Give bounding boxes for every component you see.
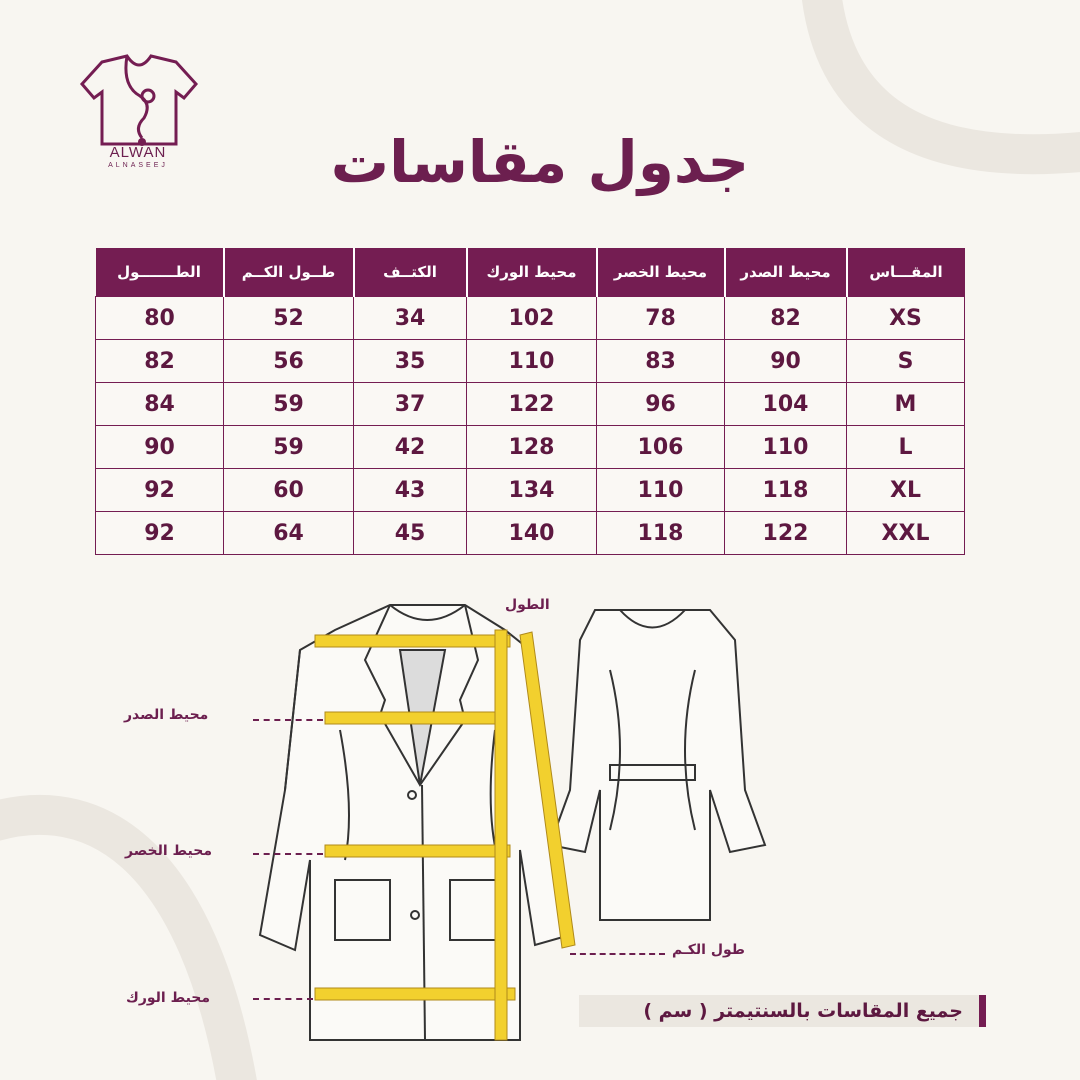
table-cell: 60 bbox=[224, 469, 354, 512]
header-length: الطـــــــول bbox=[96, 248, 224, 297]
table-cell: 92 bbox=[96, 512, 224, 555]
table-cell: 34 bbox=[354, 297, 467, 340]
table-cell: 122 bbox=[467, 383, 597, 426]
table-cell: 110 bbox=[467, 340, 597, 383]
table-header-row bbox=[96, 248, 965, 297]
table-cell: 118 bbox=[725, 469, 847, 512]
table-cell: 83 bbox=[597, 340, 725, 383]
coat-illustration bbox=[240, 590, 780, 1050]
table-cell: 80 bbox=[96, 297, 224, 340]
table-cell: 59 bbox=[224, 426, 354, 469]
table-cell: 92 bbox=[96, 469, 224, 512]
coat-front bbox=[260, 605, 570, 1040]
table-cell: 106 bbox=[597, 426, 725, 469]
table-cell: 110 bbox=[597, 469, 725, 512]
table-cell: XS bbox=[847, 297, 965, 340]
table-row bbox=[96, 512, 965, 555]
header-shoulder: الكتــف bbox=[354, 248, 467, 297]
table-cell: 59 bbox=[224, 383, 354, 426]
header-sleeve: طــول الكــم bbox=[224, 248, 354, 297]
header-size: المقـــاس bbox=[847, 248, 965, 297]
label-sleeve: طول الكـم bbox=[672, 942, 745, 958]
label-length: الطول bbox=[505, 597, 550, 613]
table-row bbox=[96, 340, 965, 383]
table-row bbox=[96, 469, 965, 512]
table-cell: 122 bbox=[725, 512, 847, 555]
table-cell: 42 bbox=[354, 426, 467, 469]
table-row bbox=[96, 383, 965, 426]
table-cell: 78 bbox=[597, 297, 725, 340]
dash-sleeve bbox=[570, 953, 665, 955]
dash-hip bbox=[253, 998, 313, 1000]
table-cell: 82 bbox=[96, 340, 224, 383]
measurement-note: جميع المقاسات بالسنتيمتر ( سم ) bbox=[643, 1000, 963, 1022]
table-cell: 82 bbox=[725, 297, 847, 340]
table-cell: 102 bbox=[467, 297, 597, 340]
coat-back bbox=[550, 610, 765, 920]
label-chest: محيط الصدر bbox=[124, 707, 209, 723]
table-row bbox=[96, 297, 965, 340]
table-cell: 45 bbox=[354, 512, 467, 555]
table-cell: 140 bbox=[467, 512, 597, 555]
brand-tagline: ALNASEEJ bbox=[108, 162, 168, 169]
table-cell: 118 bbox=[597, 512, 725, 555]
table-cell: 128 bbox=[467, 426, 597, 469]
table-cell: M bbox=[847, 383, 965, 426]
label-waist: محيط الخصر bbox=[125, 843, 212, 859]
table-cell: 35 bbox=[354, 340, 467, 383]
table-row bbox=[96, 426, 965, 469]
table-cell: XXL bbox=[847, 512, 965, 555]
table-cell: S bbox=[847, 340, 965, 383]
table-cell: 134 bbox=[467, 469, 597, 512]
brand-name: ALWAN bbox=[109, 144, 167, 161]
table-cell: 104 bbox=[725, 383, 847, 426]
table-cell: 52 bbox=[224, 297, 354, 340]
table-cell: 84 bbox=[96, 383, 224, 426]
table-cell: 37 bbox=[354, 383, 467, 426]
table-cell: 90 bbox=[725, 340, 847, 383]
table-cell: 96 bbox=[597, 383, 725, 426]
table-cell: XL bbox=[847, 469, 965, 512]
header-hip: محيط الورك bbox=[467, 248, 597, 297]
table-cell: 64 bbox=[224, 512, 354, 555]
table-cell: L bbox=[847, 426, 965, 469]
table-cell: 56 bbox=[224, 340, 354, 383]
dash-waist bbox=[253, 853, 323, 855]
table-cell: 43 bbox=[354, 469, 467, 512]
dash-chest bbox=[253, 719, 323, 721]
label-hip: محيط الورك bbox=[126, 990, 211, 1006]
page-title: جدول مقاسات bbox=[330, 128, 750, 196]
header-chest: محيط الصدر bbox=[725, 248, 847, 297]
table-cell: 90 bbox=[96, 426, 224, 469]
table-cell: 110 bbox=[725, 426, 847, 469]
header-waist: محيط الخصر bbox=[597, 248, 725, 297]
size-chart-table bbox=[95, 248, 965, 555]
